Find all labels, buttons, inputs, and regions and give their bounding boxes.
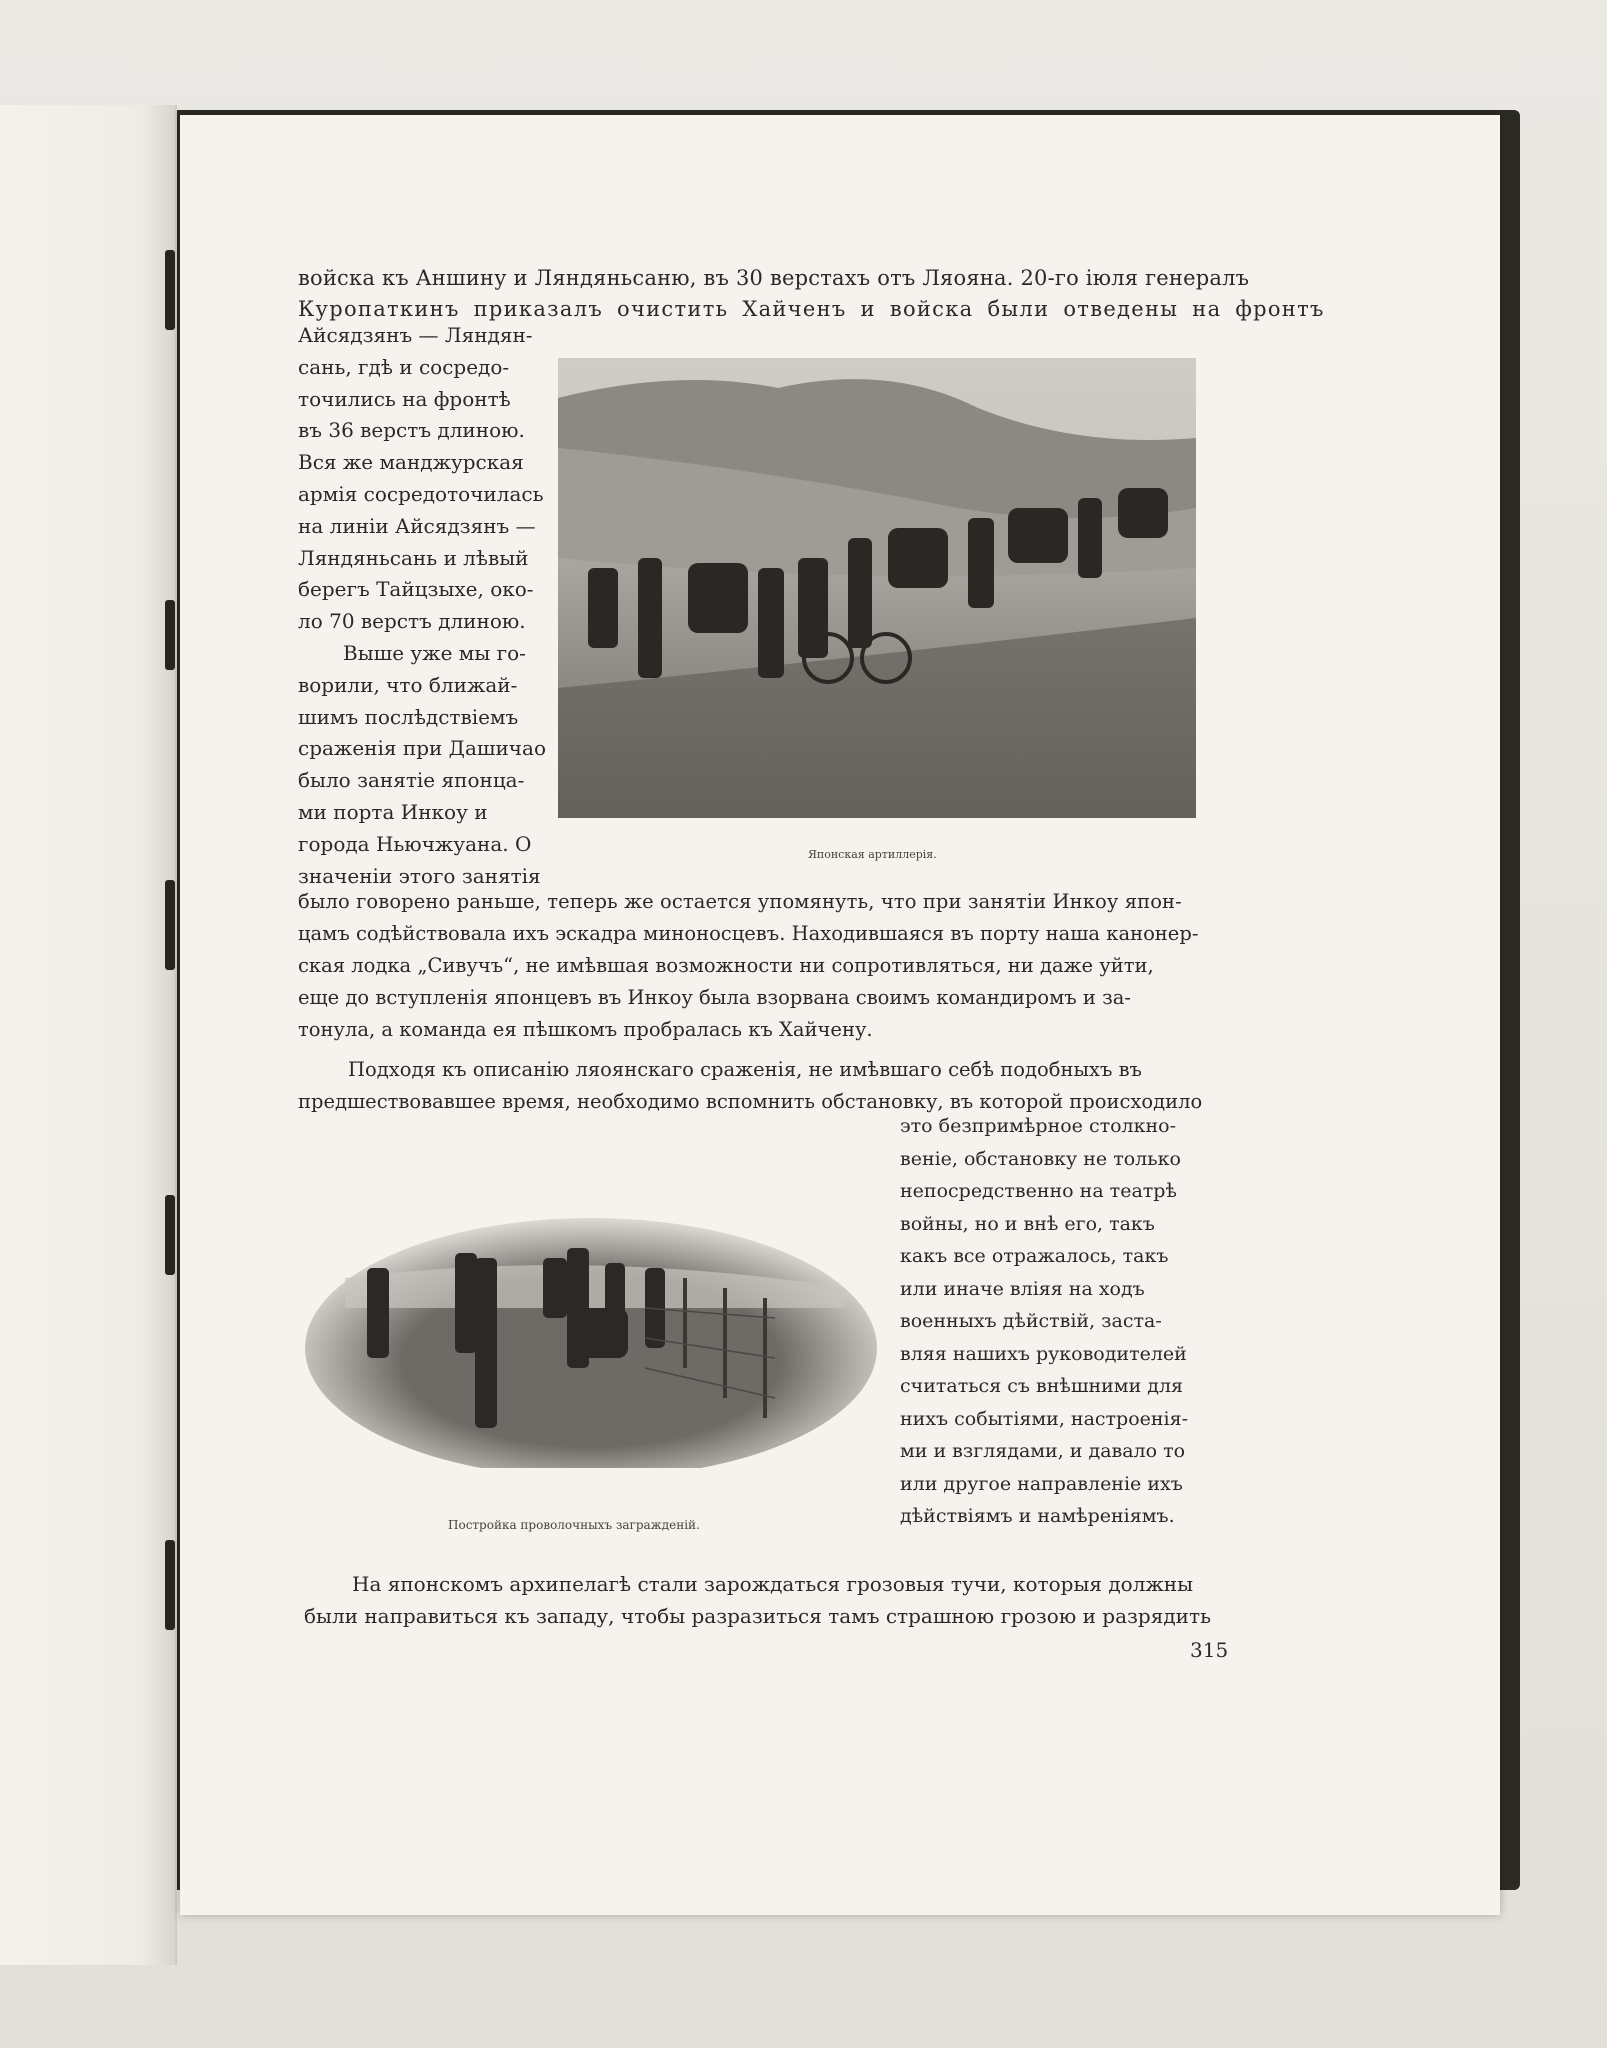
body-text-line: сань, гдѣ и сосредо- bbox=[298, 354, 510, 379]
body-text-line: цамъ содѣйствовала ихъ эскадра миноносцевъ. Находившаяся въ порту наша канонер- bbox=[298, 922, 1199, 945]
photo-caption: Японская артиллерія. bbox=[808, 848, 937, 861]
body-text-line: Куропаткинъ приказалъ очистить Хайченъ и войска были отведены на фронтъ bbox=[298, 297, 1325, 321]
left-text-column bbox=[298, 320, 546, 892]
body-text-line: непосредственно на театрѣ bbox=[900, 1180, 1177, 1202]
body-text-line: было занятіе японца- bbox=[298, 768, 525, 793]
body-text-line: или иначе вліяя на ходъ bbox=[900, 1277, 1145, 1300]
body-text-line: еще до вступленія японцевъ въ Инкоу была взорвана своимъ командиромъ и за- bbox=[298, 986, 1131, 1009]
body-text-line: предшествовавшее время, необходимо вспомнить обстановку, въ которой происходило bbox=[298, 1090, 1203, 1113]
wire-obstacles-photo bbox=[305, 1168, 877, 1468]
body-text-line: военныхъ дѣйствій, заста- bbox=[900, 1310, 1162, 1332]
body-text-line: было говорено раньше, теперь же остается упомянуть, что при занятіи Инкоу япон- bbox=[298, 890, 1182, 913]
body-text-line: Айсядзянъ — Ляндян- bbox=[298, 323, 533, 347]
body-text-line: точились на фронтѣ bbox=[298, 386, 511, 411]
body-text-line: армія сосредоточилась bbox=[298, 481, 544, 506]
body-text-line: ворили, что ближай- bbox=[298, 672, 518, 697]
body-text-line: ми и взглядами, и давало то bbox=[900, 1440, 1186, 1462]
photo-caption: Постройка проволочныхъ загражденій. bbox=[448, 1518, 700, 1532]
body-text-line: сраженія при Дашичао bbox=[298, 736, 546, 761]
body-text-line: На японскомъ архипелагѣ стали зарождаться грозовыя тучи, которыя должны bbox=[352, 1572, 1194, 1596]
page-number: 315 bbox=[1190, 1638, 1229, 1662]
binding-stitch bbox=[165, 600, 175, 670]
body-text-line: ло 70 верстъ длиною. bbox=[298, 609, 526, 634]
left-page bbox=[0, 105, 177, 1965]
body-text-line: значеніи этого занятія bbox=[298, 863, 541, 888]
body-text-line: дѣйствіямъ и намѣреніямъ. bbox=[900, 1505, 1175, 1527]
body-text-line: Выше уже мы го- bbox=[343, 640, 526, 665]
body-text-line: это безпримѣрное столкно- bbox=[900, 1115, 1177, 1137]
body-text-line: на линіи Айсядзянъ — bbox=[298, 513, 536, 538]
body-text-line: города Ньючжуана. О bbox=[298, 831, 532, 856]
binding-stitch bbox=[165, 1540, 175, 1630]
body-text-line: считаться съ внѣшними для bbox=[900, 1375, 1184, 1397]
binding-stitch bbox=[165, 250, 175, 330]
body-text-line: войны, но и внѣ его, такъ bbox=[900, 1212, 1155, 1235]
right-text-column bbox=[900, 1110, 1240, 1533]
body-text-line: тонула, а команда ея пѣшкомъ пробралась къ Хайчену. bbox=[298, 1018, 873, 1041]
body-text-line: Подходя къ описанію ляоянскаго сраженія, не имѣвшаго себѣ подобныхъ въ bbox=[348, 1058, 1142, 1081]
body-text-line: какъ все отражалось, такъ bbox=[900, 1245, 1169, 1267]
body-text-line: Ляндяньсань и лѣвый bbox=[298, 545, 529, 570]
body-text-line: войска къ Аншину и Ляндяньсаню, въ 30 верстахъ отъ Ляояна. 20-го іюля генералъ bbox=[298, 266, 1250, 290]
body-text-line: вляя нашихъ руководителей bbox=[900, 1342, 1187, 1365]
binding-stitch bbox=[165, 1195, 175, 1275]
body-text-line: берегъ Тайцзыхе, око- bbox=[298, 577, 534, 602]
body-text-line: Вся же манджурская bbox=[298, 450, 524, 475]
body-text-line: веніе, обстановку не только bbox=[900, 1147, 1181, 1170]
body-text-line: ми порта Инкоу и bbox=[298, 799, 488, 824]
binding-stitch bbox=[165, 880, 175, 970]
body-text-line: въ 36 верстъ длиною. bbox=[298, 418, 525, 443]
body-text-line: нихъ событіями, настроенія- bbox=[900, 1407, 1189, 1430]
body-text-line: ская лодка „Сивучъ“, не имѣвшая возможности ни сопротивляться, ни даже уйти, bbox=[298, 954, 1154, 977]
body-text-line: или другое направленіе ихъ bbox=[900, 1472, 1183, 1495]
body-text-line: были направиться къ западу, чтобы разразиться тамъ страшною грозою и разрядить bbox=[304, 1604, 1211, 1628]
body-text-line: шимъ послѣдствіемъ bbox=[298, 704, 519, 729]
artillery-photo bbox=[558, 358, 1196, 818]
